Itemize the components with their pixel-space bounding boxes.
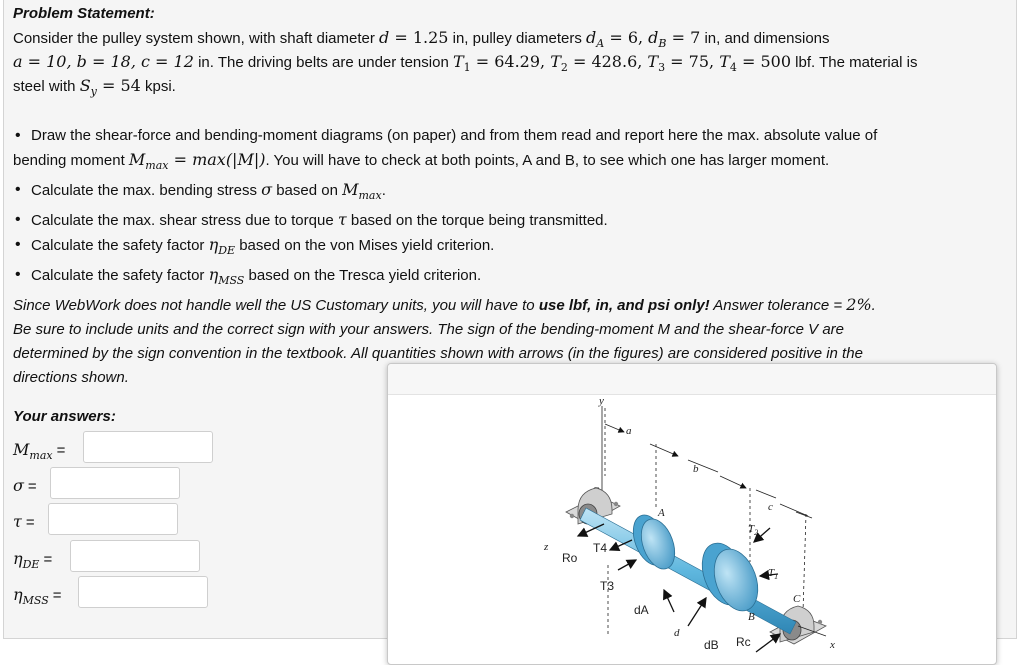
- tension-t4-label: T4: [593, 541, 608, 555]
- problem-line-1: Consider the pulley system shown, with shaft diameter d = 1.25 in, pulley diameters $d_A = 6$, $d_B = 7$ in, and dimensions: [13, 28, 830, 50]
- sigma-label: σ =: [13, 476, 37, 495]
- units-note: Since WebWork does not handle well the US Customary units, you will have to use lbf, in, and psi only! Answer tolerance = 2%. Be sure to include units and the correct sign with your answers. The sign of the bending-moment M and the shear-force V are determined by the sign convention in the textbook. All quantities shown with arrows (in the figures) are considered positive in the directions shown.: [13, 295, 876, 386]
- dimension-c-label: c: [768, 501, 773, 513]
- task-item-shear-stress: • Calculate the max. shear stress due to torque τ based on the torque being transmitted.: [13, 208, 877, 233]
- tension-t2-label: $T_2$: [748, 523, 759, 537]
- task-item-bending-stress: • Calculate the max. bending stress σ based on $M_{max}$.: [13, 178, 877, 208]
- eta-de-label: $\eta_{DE}$ =: [13, 549, 53, 571]
- point-a-label: A: [658, 507, 665, 519]
- task-item-moment: • Draw the shear-force and bending-moment diagrams (on paper) and from them read and report here the max. absolute value of bending moment $M_{max} = \max(|M|)$. You will have to check at both points, A and B, to see which one has larger moment.: [13, 124, 877, 178]
- task-item-von-mises: • Calculate the safety factor $\eta_{DE}$ based on the von Mises yield criterion.: [13, 233, 877, 263]
- task-list: [13, 124, 877, 293]
- dimension-b-label: b: [693, 463, 699, 475]
- eta-mss-input[interactable]: [78, 576, 208, 608]
- x-axis-label: x: [830, 639, 835, 651]
- task-item-tresca: • Calculate the safety factor $\eta_{MSS}$ based on the Tresca yield criterion.: [13, 263, 877, 293]
- tension-t3-label: T3: [600, 579, 615, 593]
- problem-title: Problem Statement:: [13, 5, 155, 22]
- tau-input[interactable]: [48, 503, 178, 535]
- y-axis-label: y: [599, 395, 604, 407]
- eta-de-input[interactable]: [70, 540, 200, 572]
- mmax-input[interactable]: [83, 431, 213, 463]
- tension-t1-label: $T_1$: [768, 567, 779, 581]
- diameter-da-label: dA: [634, 603, 649, 617]
- answers-heading: Your answers:: [13, 408, 116, 425]
- sigma-input[interactable]: [50, 467, 180, 499]
- dimension-d-label: d: [674, 627, 680, 639]
- mmax-label: $M_{max}$ =: [13, 440, 66, 462]
- reaction-o-label: Ro: [562, 551, 578, 565]
- pulley-shaft-figure: [388, 364, 996, 664]
- point-c-label: C: [793, 593, 801, 605]
- tau-label: τ =: [13, 512, 35, 531]
- eta-mss-label: $\eta_{MSS}$ =: [13, 585, 62, 607]
- reaction-c-label: Rc: [736, 635, 751, 649]
- point-b-label: B: [748, 611, 755, 623]
- problem-line-3: steel with $S_y = 54$ kpsi.: [13, 76, 176, 98]
- diameter-db-label: dB: [704, 638, 719, 652]
- figure-popup: [387, 363, 997, 665]
- problem-line-2: a = 10, b = 18, c = 12 in. The driving belts are under tension $T_1 = 64.29$, $T_2 = 428.6$, $T_3 = 75$, $T_4 = 500$ lbf. The material is: [13, 52, 918, 74]
- z-axis-label: z: [544, 541, 549, 553]
- shaft: [580, 508, 796, 634]
- dimension-a-label: a: [626, 425, 632, 437]
